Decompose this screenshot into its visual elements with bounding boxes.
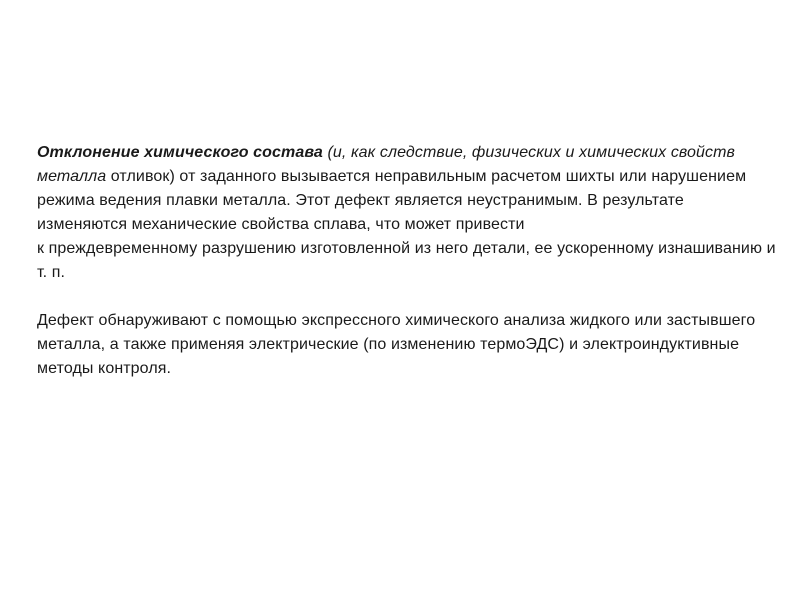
defect-consequence-text: к преждевременному разрушению изготовленной из него детали, ее ускоренному изнашиванию и т. п.	[37, 240, 776, 281]
paragraph-detection-methods: Дефект обнаруживают с помощью экспрессного химического анализа жидкого или застывшего металла, а также применяя электрические (по изменению термоЭДС) и электроиндуктивные методы контроля.	[37, 312, 756, 377]
paragraph-defect-description	[37, 141, 777, 285]
defect-term: Отклонение химического состава	[37, 144, 323, 161]
defect-term-clarification: (и, как следствие, физических и химических свойств металла	[37, 144, 735, 185]
text-body	[37, 141, 777, 381]
defect-description-text: отливок) от заданного вызывается неправильным расчетом шихты или нарушением режима ведения плавки металла. Этот дефект является неустранимым. В результате изменяются механические свойства сплава, что может привести	[37, 168, 747, 233]
